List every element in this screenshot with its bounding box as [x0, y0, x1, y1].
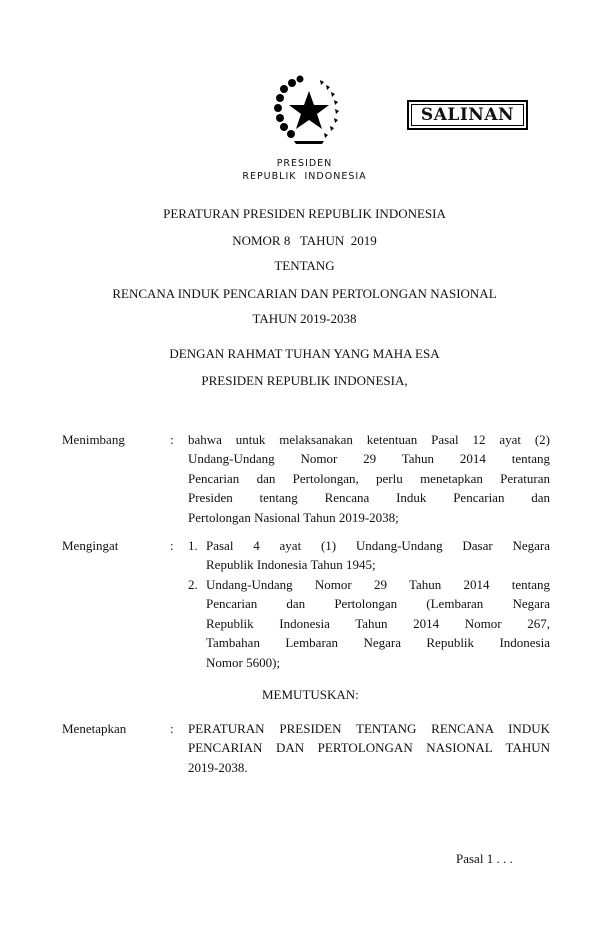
regulation-years: TAHUN 2019-2038: [252, 311, 357, 326]
salinan-label: SALINAN: [420, 105, 515, 125]
menimbang-line: Pertolongan Nasional Tahun 2019-2038;: [188, 510, 399, 525]
mengingat-line: Nomor 5600);: [206, 655, 281, 670]
mengingat-line: Pasal 4 ayat (1) Undang-Undang Dasar Negara: [206, 538, 550, 553]
menetapkan-line: 2019-2038.: [188, 760, 248, 775]
menetapkan-label: Menetapkan: [62, 721, 127, 736]
mengingat-line: Pencarian dan Pertolongan (Lembaran Negara: [206, 596, 550, 611]
regulation-about: TENTANG: [274, 258, 335, 273]
colon: :: [170, 538, 174, 553]
menetapkan-line: PERATURAN PRESIDEN TENTANG RENCANA INDUK: [188, 721, 550, 736]
menetapkan-line: PENCARIAN DAN PERTOLONGAN NASIONAL TAHUN: [188, 740, 550, 755]
menimbang-label: Menimbang: [62, 432, 125, 447]
regulation-number: NOMOR 8 TAHUN 2019: [232, 233, 377, 248]
presidential-seal-emblem: [272, 75, 346, 147]
header-president: PRESIDEN: [276, 158, 333, 169]
president-heading: PRESIDEN REPUBLIK INDONESIA,: [201, 373, 408, 388]
item-number: 2.: [188, 577, 198, 592]
header-republic: REPUBLIK INDONESIA: [242, 171, 367, 182]
grace-formula: DENGAN RAHMAT TUHAN YANG MAHA ESA: [169, 346, 440, 361]
salinan-stamp: [407, 100, 528, 130]
menimbang-line: Undang-Undang Nomor 29 Tahun 2014 tentang: [188, 451, 550, 466]
mengingat-line: Republik Indonesia Tahun 1945;: [206, 557, 376, 572]
regulation-subject: RENCANA INDUK PENCARIAN DAN PERTOLONGAN NASIONAL: [112, 286, 497, 301]
menimbang-line: bahwa untuk melaksanakan ketentuan Pasal 12 ayat (2): [188, 432, 550, 447]
mengingat-line: Republik Indonesia Tahun 2014 Nomor 267,: [206, 616, 550, 631]
menimbang-line: Presiden tentang Rencana Induk Pencarian dan: [188, 490, 550, 505]
mengingat-line: Tambahan Lembaran Negara Republik Indonesia: [206, 635, 550, 650]
regulation-title: PERATURAN PRESIDEN REPUBLIK INDONESIA: [163, 206, 446, 221]
menimbang-line: Pencarian dan Pertolongan, perlu menetapkan Peraturan: [188, 471, 550, 486]
memutuskan-heading: MEMUTUSKAN:: [262, 687, 359, 702]
item-number: 1.: [188, 538, 198, 553]
colon: :: [170, 432, 174, 447]
mengingat-line: Undang-Undang Nomor 29 Tahun 2014 tentang: [206, 577, 550, 592]
colon: :: [170, 721, 174, 736]
next-page-marker: Pasal 1 . . .: [456, 851, 513, 866]
mengingat-label: Mengingat: [62, 538, 119, 553]
